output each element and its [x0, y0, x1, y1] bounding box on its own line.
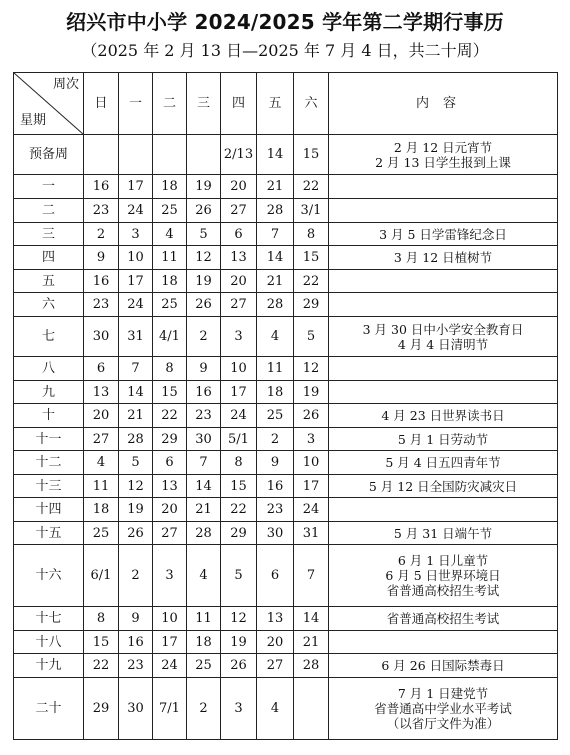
date-cell: 18 [153, 270, 187, 293]
date-cell: 21 [294, 631, 329, 654]
date-cell: 30 [84, 317, 119, 357]
date-cell: 12 [119, 475, 153, 498]
date-cell [187, 135, 221, 175]
week-row [14, 246, 558, 270]
date-cell: 6 [84, 357, 119, 381]
date-cell: 4 [257, 678, 294, 740]
week-number: 十四 [14, 498, 84, 522]
event-line: （以省厅文件为准） [386, 716, 500, 731]
date-cell: 12 [294, 357, 329, 381]
date-cell: 24 [153, 654, 187, 678]
date-cell: 22 [294, 270, 329, 293]
date-cell: 16 [187, 381, 221, 404]
date-cell: 25 [84, 522, 119, 545]
date-cell: 11 [257, 357, 294, 381]
date-cell: 25 [187, 654, 221, 678]
date-cell: 10 [119, 246, 153, 270]
events-cell [329, 631, 558, 654]
date-cell: 20 [84, 404, 119, 428]
date-cell: 15 [294, 135, 329, 175]
date-cell: 7 [187, 451, 221, 475]
date-cell: 14 [187, 475, 221, 498]
date-cell: 6 [153, 451, 187, 475]
events-cell [329, 135, 558, 175]
events-cell [329, 428, 558, 451]
date-cell: 14 [294, 607, 329, 631]
events-cell [329, 654, 558, 678]
week-number: 十一 [14, 428, 84, 451]
week-number: 三 [14, 223, 84, 246]
event-line: 3 月 12 日植树节 [393, 250, 493, 265]
date-cell: 27 [221, 293, 257, 317]
date-cell: 7 [294, 545, 329, 607]
date-cell: 24 [294, 498, 329, 522]
event-line: 5 月 4 日五四青年节 [385, 455, 501, 470]
date-cell: 16 [257, 475, 294, 498]
corner-week-label: 周次 [52, 77, 79, 92]
week-number: 十九 [14, 654, 84, 678]
date-cell: 29 [84, 678, 119, 740]
date-cell: 27 [221, 199, 257, 223]
date-cell: 21 [257, 175, 294, 199]
date-cell [294, 678, 329, 740]
date-cell: 15 [294, 246, 329, 270]
date-cell: 18 [153, 175, 187, 199]
date-cell: 26 [187, 199, 221, 223]
event-line: 4 月 4 日清明节 [397, 336, 489, 352]
week-number: 十二 [14, 451, 84, 475]
date-cell: 20 [221, 270, 257, 293]
date-cell: 25 [153, 199, 187, 223]
events-cell [329, 246, 558, 270]
date-cell: 2 [84, 223, 119, 246]
events-cell [329, 498, 558, 522]
date-cell: 9 [84, 246, 119, 270]
page-title: 绍兴市中小学 2024/2025 学年第二学期行事历 [66, 10, 504, 34]
date-cell: 20 [221, 175, 257, 199]
date-cell: 15 [221, 475, 257, 498]
day-header: 四 [221, 73, 257, 135]
date-cell: 30 [187, 428, 221, 451]
date-cell: 23 [84, 199, 119, 223]
events-cell [329, 381, 558, 404]
day-header: 六 [294, 73, 329, 135]
events-cell [329, 223, 558, 246]
date-cell: 8 [294, 223, 329, 246]
date-cell: 12 [221, 607, 257, 631]
events-cell [329, 357, 558, 381]
date-cell: 18 [257, 381, 294, 404]
week-row [14, 270, 558, 293]
date-cell: 27 [257, 654, 294, 678]
date-cell: 5 [294, 317, 329, 357]
date-cell: 27 [153, 522, 187, 545]
day-header: 五 [257, 73, 294, 135]
date-cell: 17 [119, 270, 153, 293]
date-cell: 25 [153, 293, 187, 317]
date-cell: 2 [119, 545, 153, 607]
week-row [14, 428, 558, 451]
date-cell: 11 [187, 607, 221, 631]
events-cell [329, 317, 558, 357]
date-cell: 26 [294, 404, 329, 428]
week-row [14, 678, 558, 740]
date-cell: 5 [187, 223, 221, 246]
date-cell: 26 [119, 522, 153, 545]
day-header: 一 [119, 73, 153, 135]
date-cell: 22 [294, 175, 329, 199]
page-subtitle: （2025 年 2 月 13 日—2025 年 7 月 4 日，共二十周） [81, 41, 489, 60]
events-cell [329, 270, 558, 293]
date-cell: 17 [294, 475, 329, 498]
date-cell: 20 [153, 498, 187, 522]
week-row [14, 135, 558, 175]
date-cell: 8 [84, 607, 119, 631]
date-cell: 19 [294, 381, 329, 404]
week-number: 十五 [14, 522, 84, 545]
date-cell: 24 [119, 293, 153, 317]
date-cell: 28 [187, 522, 221, 545]
date-cell: 5 [119, 451, 153, 475]
week-row [14, 451, 558, 475]
date-cell [153, 135, 187, 175]
date-cell: 26 [221, 654, 257, 678]
week-row [14, 607, 558, 631]
date-cell: 6 [257, 545, 294, 607]
date-cell: 18 [187, 631, 221, 654]
week-row [14, 175, 558, 199]
header-row [14, 73, 558, 135]
date-cell: 9 [257, 451, 294, 475]
week-number: 十八 [14, 631, 84, 654]
week-number: 预备周 [14, 135, 84, 175]
date-cell: 2 [257, 428, 294, 451]
day-header: 三 [187, 73, 221, 135]
date-cell: 13 [84, 381, 119, 404]
events-cell [329, 451, 558, 475]
week-row [14, 357, 558, 381]
week-row [14, 498, 558, 522]
date-cell: 22 [153, 404, 187, 428]
week-number: 四 [14, 246, 84, 270]
date-cell: 21 [257, 270, 294, 293]
date-cell: 21 [187, 498, 221, 522]
date-cell: 31 [119, 317, 153, 357]
date-cell: 14 [257, 246, 294, 270]
date-cell: 7 [119, 357, 153, 381]
week-number: 二十 [14, 678, 84, 740]
date-cell: 9 [187, 357, 221, 381]
events-cell [329, 475, 558, 498]
date-cell: 19 [187, 175, 221, 199]
date-cell: 21 [119, 404, 153, 428]
week-number: 六 [14, 293, 84, 317]
date-cell: 14 [257, 135, 294, 175]
date-cell: 3 [153, 545, 187, 607]
date-cell: 28 [257, 199, 294, 223]
week-number: 七 [14, 317, 84, 357]
date-cell: 16 [119, 631, 153, 654]
date-cell: 28 [119, 428, 153, 451]
date-cell: 24 [119, 199, 153, 223]
date-cell: 2/13 [221, 135, 257, 175]
date-cell: 5 [221, 545, 257, 607]
date-cell: 27 [84, 428, 119, 451]
date-cell: 26 [187, 293, 221, 317]
week-row [14, 223, 558, 246]
date-cell: 4 [84, 451, 119, 475]
date-cell [84, 135, 119, 175]
events-cell [329, 678, 558, 740]
date-cell: 24 [221, 404, 257, 428]
event-line: 6 月 1 日儿童节 [397, 553, 489, 568]
date-cell: 29 [153, 428, 187, 451]
date-cell: 7 [257, 223, 294, 246]
week-number: 九 [14, 381, 84, 404]
day-header: 日 [84, 73, 119, 135]
event-line: 5 月 12 日全国防灾减灾日 [368, 478, 518, 494]
week-number: 八 [14, 357, 84, 381]
date-cell: 30 [257, 522, 294, 545]
event-line: 5 月 1 日劳动节 [397, 431, 489, 447]
event-line: 省普通高校招生考试 [386, 611, 500, 626]
date-cell: 17 [153, 631, 187, 654]
week-row [14, 317, 558, 357]
date-cell: 31 [294, 522, 329, 545]
date-cell: 18 [84, 498, 119, 522]
date-cell: 10 [153, 607, 187, 631]
week-row [14, 199, 558, 223]
date-cell: 3 [221, 317, 257, 357]
content-header: 内容 [329, 73, 558, 135]
corner-header [14, 73, 84, 135]
date-cell: 10 [294, 451, 329, 475]
date-cell: 29 [294, 293, 329, 317]
week-row [14, 475, 558, 498]
date-cell: 19 [187, 270, 221, 293]
date-cell: 23 [257, 498, 294, 522]
week-number: 五 [14, 270, 84, 293]
date-cell: 10 [221, 357, 257, 381]
date-cell: 17 [221, 381, 257, 404]
week-row [14, 293, 558, 317]
corner-day-label: 星期 [20, 113, 47, 128]
date-cell: 13 [221, 246, 257, 270]
date-cell: 6 [221, 223, 257, 246]
date-cell: 23 [119, 654, 153, 678]
events-cell [329, 404, 558, 428]
date-cell: 29 [221, 522, 257, 545]
date-cell: 15 [153, 381, 187, 404]
date-cell: 4 [153, 223, 187, 246]
date-cell: 3 [119, 223, 153, 246]
date-cell: 22 [84, 654, 119, 678]
events-cell [329, 199, 558, 223]
date-cell: 25 [257, 404, 294, 428]
event-line: 7 月 1 日建党节 [397, 686, 489, 701]
event-line: 2 月 12 日元宵节 [393, 139, 493, 155]
date-cell: 8 [153, 357, 187, 381]
date-cell: 6/1 [84, 545, 119, 607]
events-cell [329, 607, 558, 631]
event-line: 2 月 13 日学生报到上课 [375, 154, 511, 170]
date-cell: 4 [187, 545, 221, 607]
date-cell: 28 [294, 654, 329, 678]
date-cell: 5/1 [221, 428, 257, 451]
events-cell [329, 545, 558, 607]
date-cell: 4/1 [153, 317, 187, 357]
date-cell: 30 [119, 678, 153, 740]
date-cell: 12 [187, 246, 221, 270]
week-row [14, 631, 558, 654]
week-number: 十六 [14, 545, 84, 607]
date-cell: 7/1 [153, 678, 187, 740]
day-header: 二 [153, 73, 187, 135]
date-cell: 11 [84, 475, 119, 498]
event-line: 3 月 30 日中小学安全教育日 [362, 321, 524, 337]
event-line: 6 月 26 日国际禁毒日 [381, 658, 505, 673]
date-cell: 16 [84, 175, 119, 199]
date-cell: 28 [257, 293, 294, 317]
date-cell: 15 [84, 631, 119, 654]
event-line: 6 月 5 日世界环境日 [385, 568, 501, 583]
date-cell [119, 135, 153, 175]
events-cell [329, 175, 558, 199]
date-cell: 22 [221, 498, 257, 522]
event-line: 省普通高中学业水平考试 [374, 701, 512, 716]
date-cell: 2 [187, 317, 221, 357]
date-cell: 3/1 [294, 199, 329, 223]
date-cell: 19 [221, 631, 257, 654]
date-cell: 17 [119, 175, 153, 199]
date-cell: 20 [257, 631, 294, 654]
date-cell: 3 [221, 678, 257, 740]
events-cell [329, 293, 558, 317]
event-line: 3 月 5 日学雷锋纪念日 [379, 226, 507, 242]
event-line: 省普通高校招生考试 [386, 583, 500, 598]
event-line: 4 月 23 日世界读书日 [381, 408, 505, 423]
week-number: 十七 [14, 607, 84, 631]
date-cell: 23 [187, 404, 221, 428]
date-cell: 11 [153, 246, 187, 270]
date-cell: 13 [257, 607, 294, 631]
calendar-body [14, 135, 558, 740]
week-number: 二 [14, 199, 84, 223]
week-row [14, 654, 558, 678]
week-number: 一 [14, 175, 84, 199]
date-cell: 16 [84, 270, 119, 293]
date-cell: 2 [187, 678, 221, 740]
date-cell: 3 [294, 428, 329, 451]
date-cell: 8 [221, 451, 257, 475]
week-row [14, 381, 558, 404]
date-cell: 14 [119, 381, 153, 404]
week-row [14, 522, 558, 545]
week-number: 十 [14, 404, 84, 428]
event-line: 5 月 31 日端午节 [393, 525, 493, 541]
date-cell: 13 [153, 475, 187, 498]
events-cell [329, 522, 558, 545]
calendar-table [13, 72, 558, 740]
week-row [14, 545, 558, 607]
week-number: 十三 [14, 475, 84, 498]
date-cell: 4 [257, 317, 294, 357]
date-cell: 23 [84, 293, 119, 317]
week-row [14, 404, 558, 428]
date-cell: 9 [119, 607, 153, 631]
date-cell: 19 [119, 498, 153, 522]
